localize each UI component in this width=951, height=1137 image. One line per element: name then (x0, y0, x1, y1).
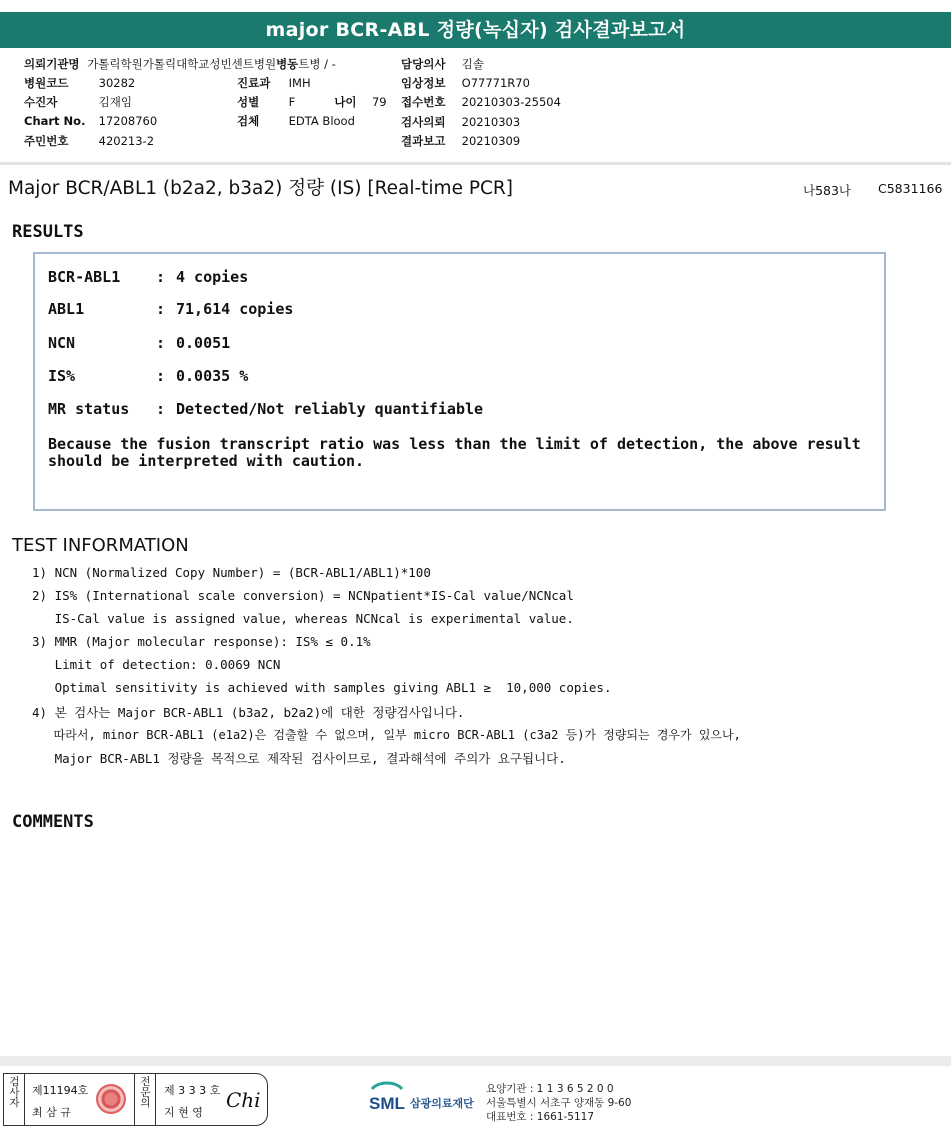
clinical-value: O77771R70 (461, 76, 530, 90)
ward-value: 트병 / - (298, 57, 336, 71)
dept-value: IMH (288, 76, 311, 90)
info-line: 3) MMR (Major molecular response): IS% ≤ 0.1% (32, 634, 371, 649)
report-date-value: 20210309 (461, 134, 521, 148)
result-value: 0.0035 % (176, 367, 249, 385)
resident-value: 420213-2 (98, 134, 155, 148)
result-key: MR status (48, 400, 130, 418)
ward-label: 병동 (276, 57, 299, 71)
result-value: 4 copies (176, 268, 249, 286)
info-line: 4) 본 검사는 Major BCR-ABL1 (b3a2, b2a2)에 대한 정량검사입니다. (32, 705, 465, 720)
report-title: major BCR-ABL 정량(녹십자) 검사결과보고서 (0, 12, 951, 48)
specialist-label-text: 전문의 (139, 1076, 151, 1108)
result-key: BCR-ABL1 (48, 268, 121, 286)
footer-divider (0, 1056, 951, 1066)
signature: Chi (226, 1088, 261, 1112)
result-colon: : (156, 367, 166, 385)
doctor-row (401, 56, 484, 72)
result-colon: : (156, 334, 166, 352)
test-name: Major BCR/ABL1 (b2a2, b3a2) 정량 (IS) [Real-time PCR] (8, 178, 513, 199)
org-name: 삼광의료재단 (410, 1097, 474, 1110)
info-line: 2) IS% (International scale conversion) = NCNpatient*IS-Cal value/NCNcal (32, 588, 574, 603)
org-address: 서울특별시 서초구 양재동 9-60 (486, 1097, 632, 1109)
results-caution-note: Because the fusion transcript ratio was less than the limit of detection, the above result should be interpreted with caution. (48, 435, 861, 470)
institution-label: 의뢰기관명 (24, 57, 80, 71)
test-code-a: 나583나 (803, 183, 852, 198)
patient-label: 수진자 (24, 95, 58, 109)
comments-heading: COMMENTS (12, 812, 94, 832)
age-value: 79 (371, 95, 387, 109)
chart-label: Chart No. (24, 114, 86, 128)
patient-row (24, 94, 132, 110)
test-info-heading: TEST INFORMATION (12, 535, 189, 556)
sml-logo-text: SML (369, 1094, 405, 1113)
results-heading: RESULTS (12, 222, 84, 242)
signature-box (3, 1073, 268, 1126)
institution-row (24, 56, 336, 72)
care-institution-no: 요양기관 : 1 1 3 6 5 2 0 0 (486, 1083, 614, 1095)
result-row (48, 334, 230, 352)
info-line: 1) NCN (Normalized Copy Number) = (BCR-ABL1/ABL1)*100 (32, 565, 431, 580)
chart-row (24, 114, 157, 128)
examiner-license: 제11194호 (32, 1084, 89, 1097)
info-line: Optimal sensitivity is achieved with samples giving ABL1 ≥ 10,000 copies. (32, 680, 612, 695)
result-value: 0.0051 (176, 334, 231, 352)
result-colon: : (156, 268, 166, 286)
result-row (48, 300, 293, 318)
receipt-row (401, 94, 561, 110)
request-row (401, 114, 520, 130)
sex-row (237, 94, 387, 110)
request-label: 검사의뢰 (401, 115, 446, 129)
request-value: 20210303 (461, 115, 521, 129)
resident-label: 주민번호 (24, 134, 69, 148)
doctor-label: 담당의사 (401, 57, 446, 71)
seal-stamp (96, 1084, 126, 1114)
examiner-name: 최 삼 규 (32, 1106, 71, 1119)
info-line: IS-Cal value is assigned value, whereas NCNcal is experimental value. (32, 611, 574, 626)
result-colon: : (156, 300, 166, 318)
sml-logo-mark (366, 1079, 408, 1115)
specimen-row (237, 113, 355, 129)
hospital-code-label: 병원코드 (24, 76, 69, 90)
doctor-value: 김솔 (461, 57, 484, 71)
chart-value: 17208760 (98, 114, 158, 128)
institution-value: 가톨릭학원가톨릭대학교성빈센트병원 (87, 57, 277, 71)
sml-logo (366, 1079, 408, 1119)
hospital-code-value: 30282 (98, 76, 136, 90)
result-colon: : (156, 400, 166, 418)
result-key: ABL1 (48, 300, 85, 318)
info-line: Major BCR-ABL1 정량을 목적으로 제작된 검사이므로, 결과해석에 주의가 요구됩니다. (32, 751, 566, 766)
result-key: IS% (48, 367, 76, 385)
examiner-label (4, 1074, 25, 1125)
sex-label: 성별 (237, 95, 260, 109)
report-date-label: 결과보고 (401, 134, 446, 148)
header-divider (0, 162, 951, 165)
examiner-label-text: 검사자 (8, 1076, 20, 1108)
report-date-row (401, 133, 520, 149)
results-box (33, 252, 886, 511)
receipt-value: 20210303-25504 (461, 95, 561, 109)
dept-row (237, 75, 311, 91)
result-key: NCN (48, 334, 76, 352)
result-value: Detected/Not reliably quantifiable (176, 400, 484, 418)
org-phone: 대표번호 : 1661-5117 (486, 1111, 595, 1123)
result-row (48, 400, 483, 418)
result-row (48, 268, 248, 286)
sex-value: F (288, 95, 296, 109)
hospital-code-row (24, 75, 135, 91)
dept-label: 진료과 (237, 76, 271, 90)
receipt-label: 접수번호 (401, 95, 446, 109)
result-row (48, 367, 248, 385)
result-value: 71,614 copies (176, 300, 294, 318)
specialist-label (134, 1074, 156, 1125)
specialist-name: 지 현 영 (164, 1106, 203, 1119)
clinical-label: 임상정보 (401, 76, 446, 90)
specialist-license: 제 3 3 3 호 (164, 1084, 221, 1097)
specimen-label: 검체 (237, 114, 260, 128)
header-info (0, 52, 951, 164)
resident-row (24, 133, 154, 149)
age-label: 나이 (334, 95, 357, 109)
test-code-b: C5831166 (878, 181, 943, 196)
patient-value: 김재임 (98, 95, 132, 109)
clinical-row (401, 75, 530, 91)
info-line: 따라서, minor BCR-ABL1 (e1a2)은 검출할 수 없으며, 일부 micro BCR-ABL1 (c3a2 등)가 정량되는 경우가 있으나, (32, 728, 741, 742)
specimen-value: EDTA Blood (288, 114, 355, 128)
info-line: Limit of detection: 0.0069 NCN (32, 657, 281, 672)
